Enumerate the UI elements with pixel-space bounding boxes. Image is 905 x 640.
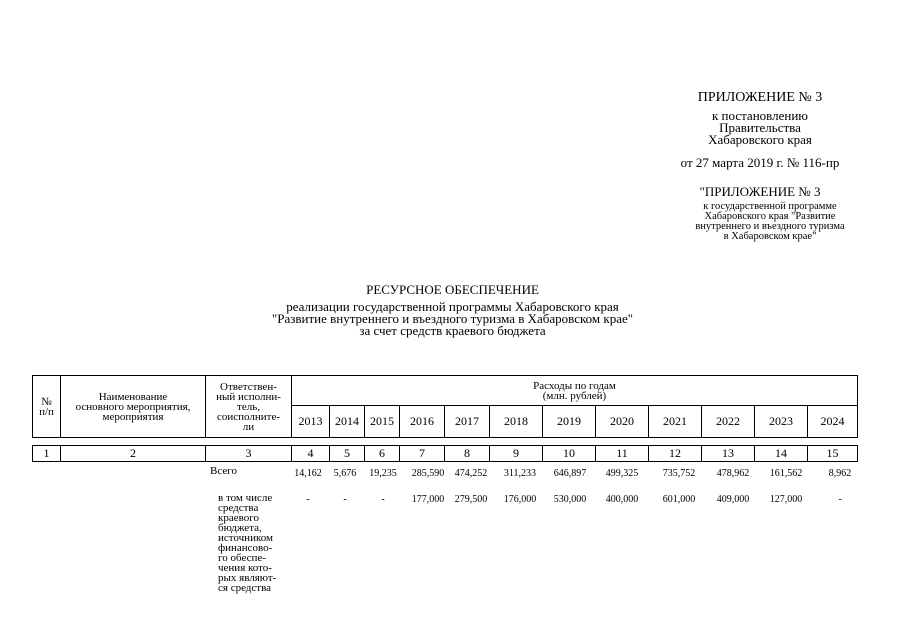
col-header-responsible <box>206 376 292 438</box>
appendix2-line-3: внутреннего и въездного туризма <box>695 221 845 232</box>
col-num-line-1: № <box>41 395 52 408</box>
col-resp-line-5: ли <box>242 420 255 433</box>
total-value-cell: 499,325 <box>605 468 639 479</box>
expenses-line-1: Расходы по годам <box>533 379 616 392</box>
incl-value-cell: 400,000 <box>605 494 639 505</box>
incl-line: го обеспе- <box>218 552 266 564</box>
col-number-cell: 2 <box>61 446 206 462</box>
year-cell: 2019 <box>543 406 596 438</box>
incl-value-cell: 176,000 <box>503 494 537 505</box>
col-header-name <box>61 376 206 438</box>
col-number-cell: 13 <box>702 446 755 462</box>
total-value-cell: 311,233 <box>503 468 537 479</box>
total-value-cell: 14,162 <box>294 468 322 479</box>
total-value-cell: 8,962 <box>828 468 852 479</box>
total-value-cell: 19,235 <box>369 468 397 479</box>
incl-line: рых являют- <box>218 572 277 584</box>
col-number-cell: 9 <box>490 446 543 462</box>
appendix2-line-1: к государственной программе <box>703 201 837 212</box>
appendix2-block <box>660 202 880 242</box>
year-cell: 2020 <box>596 406 649 438</box>
incl-value-cell: 409,000 <box>716 494 750 505</box>
incl-line: средства <box>218 502 259 514</box>
doc-title: РЕСУРСНОЕ ОБЕСПЕЧЕНИЕ <box>366 282 539 297</box>
col-number-cell: 7 <box>400 446 445 462</box>
appendix-block <box>660 92 860 146</box>
col-resp-line-3: тель, <box>237 400 260 413</box>
col-resp-line-4: соисполните- <box>216 410 280 423</box>
incl-label <box>218 493 276 593</box>
total-value-cell: 161,562 <box>769 468 803 479</box>
col-number-cell: 4 <box>292 446 330 462</box>
year-cell: 2024 <box>808 406 858 438</box>
total-value-cell: 285,590 <box>411 468 445 479</box>
year-cell: 2015 <box>365 406 400 438</box>
col-name-line-3: мероприятия <box>102 410 164 423</box>
col-name-line-1: Наименование <box>98 390 168 403</box>
col-header-num <box>33 376 61 438</box>
year-cell: 2013 <box>292 406 330 438</box>
total-label: Всего <box>210 465 237 477</box>
col-num-line-2: п/п <box>39 405 54 418</box>
incl-value-cell: - <box>306 494 310 505</box>
col-number-cell: 6 <box>365 446 400 462</box>
subtitle-line-3: за счет средств краевого бюджета <box>359 323 546 338</box>
col-number-cell: 10 <box>543 446 596 462</box>
year-cell: 2017 <box>445 406 490 438</box>
col-resp-line-2: ный исполни- <box>216 390 281 403</box>
year-cell: 2014 <box>330 406 365 438</box>
resources-table <box>32 375 858 462</box>
incl-value-cell: 127,000 <box>769 494 803 505</box>
year-cell: 2016 <box>400 406 445 438</box>
doc-subtitle <box>0 301 905 337</box>
appendix2-line-4: в Хабаровском крае" <box>723 231 817 242</box>
year-cell: 2021 <box>649 406 702 438</box>
incl-value-cell: 530,000 <box>553 494 587 505</box>
incl-line: финансово- <box>218 542 273 554</box>
appendix-line-2: Правительства <box>719 120 801 135</box>
incl-line: чения кото- <box>218 562 272 574</box>
year-cell: 2022 <box>702 406 755 438</box>
appendix2-line-2: Хабаровского края "Развитие <box>704 211 836 222</box>
appendix2-title: "ПРИЛОЖЕНИЕ № 3 <box>699 184 821 199</box>
col-number-cell: 5 <box>330 446 365 462</box>
incl-line: в том числе <box>218 492 273 504</box>
incl-line: источником <box>218 532 273 544</box>
incl-value-cell: 279,500 <box>454 494 488 505</box>
appendix-line-3: Хабаровского края <box>708 132 812 147</box>
col-resp-line-1: Ответствен- <box>220 380 277 393</box>
incl-value-cell: - <box>343 494 347 505</box>
appendix-line-1: к постановлению <box>711 108 809 123</box>
total-value-cell: 478,962 <box>716 468 750 479</box>
total-value-cell: 735,752 <box>662 468 696 479</box>
subtitle-line-1: реализации государственной программы Хабаровского края <box>286 299 619 314</box>
col-number-cell: 15 <box>808 446 858 462</box>
appendix-date: от 27 марта 2019 г. № 116-пр <box>680 155 840 170</box>
col-name-line-2: основного мероприятия, <box>75 400 191 413</box>
incl-value-cell: - <box>381 494 385 505</box>
col-header-expenses <box>292 376 858 406</box>
incl-value-cell: 177,000 <box>411 494 445 505</box>
subtitle-line-2: "Развитие внутреннего и въездного туризма в Хабаровском крае" <box>271 311 634 326</box>
total-value-cell: 474,252 <box>454 468 488 479</box>
col-number-cell: 14 <box>755 446 808 462</box>
incl-value-cell: - <box>838 494 842 505</box>
year-cell: 2023 <box>755 406 808 438</box>
incl-line: бюджета, <box>218 522 262 534</box>
incl-line: краевого <box>218 512 259 524</box>
expenses-line-2: (млн. рублей) <box>542 389 607 402</box>
total-value-cell: 5,676 <box>333 468 357 479</box>
col-number-cell: 3 <box>206 446 292 462</box>
incl-value-cell: 601,000 <box>662 494 696 505</box>
incl-line: ся средства <box>218 582 272 594</box>
col-number-cell: 1 <box>33 446 61 462</box>
col-number-cell: 12 <box>649 446 702 462</box>
year-cell: 2018 <box>490 406 543 438</box>
col-number-cell: 11 <box>596 446 649 462</box>
appendix-title: ПРИЛОЖЕНИЕ № 3 <box>697 90 823 105</box>
col-number-cell: 8 <box>445 446 490 462</box>
total-value-cell: 646,897 <box>553 468 587 479</box>
